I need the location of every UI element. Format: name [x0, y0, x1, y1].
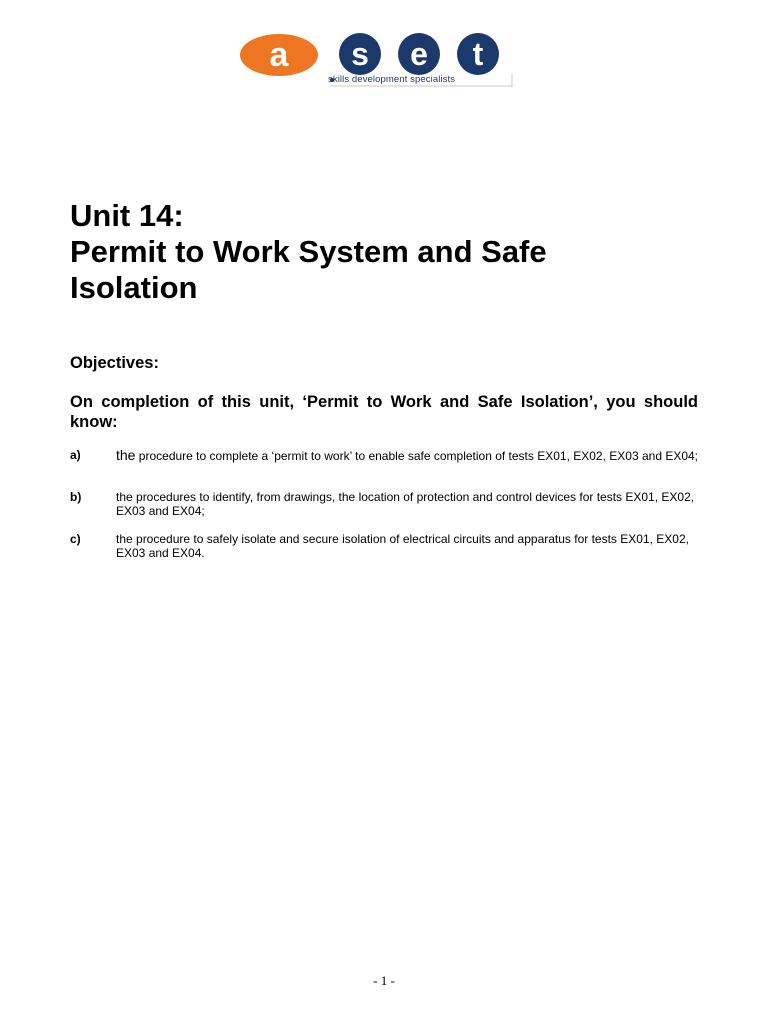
title-line-3: Isolation	[70, 270, 198, 305]
objective-item-c	[70, 532, 700, 560]
objective-lead-word: the	[116, 447, 136, 463]
unit-title	[70, 198, 710, 306]
objective-item-b	[70, 490, 700, 518]
page-number: - 1 -	[373, 973, 395, 988]
objective-text-rest: procedure to complete a ‘permit to work’ to enable safe completion of tests EX01, EX02, EX03 and EX04;	[135, 449, 699, 463]
objective-text: the procedure to safely isolate and secure isolation of electrical circuits and apparatus for tests EX01, EX02, EX03 and EX04.	[116, 532, 689, 560]
logo-letter-s: s	[351, 36, 369, 72]
objective-marker: a)	[70, 448, 81, 462]
objective-item-a	[70, 448, 700, 463]
objectives-heading: Objectives:	[70, 354, 159, 372]
objectives-intro: On completion of this unit, ‘Permit to Work and Safe Isolation’, you should know:	[70, 393, 698, 431]
title-line-2: Permit to Work System and Safe	[70, 234, 547, 269]
objective-marker: b)	[70, 490, 82, 504]
title-unit-number: Unit 14:	[70, 198, 184, 233]
objective-text: the procedures to identify, from drawings, the location of protection and control devices for tests EX01, EX02, EX03 and EX04;	[116, 490, 695, 518]
aset-logo	[238, 30, 514, 90]
objective-text	[116, 448, 700, 463]
logo-letter-a: a	[269, 36, 289, 74]
logo-tagline: skills development specialists	[328, 74, 456, 85]
logo-letter-e: e	[410, 36, 428, 72]
logo-letter-t: t	[472, 36, 484, 72]
objective-marker: c)	[70, 532, 81, 546]
